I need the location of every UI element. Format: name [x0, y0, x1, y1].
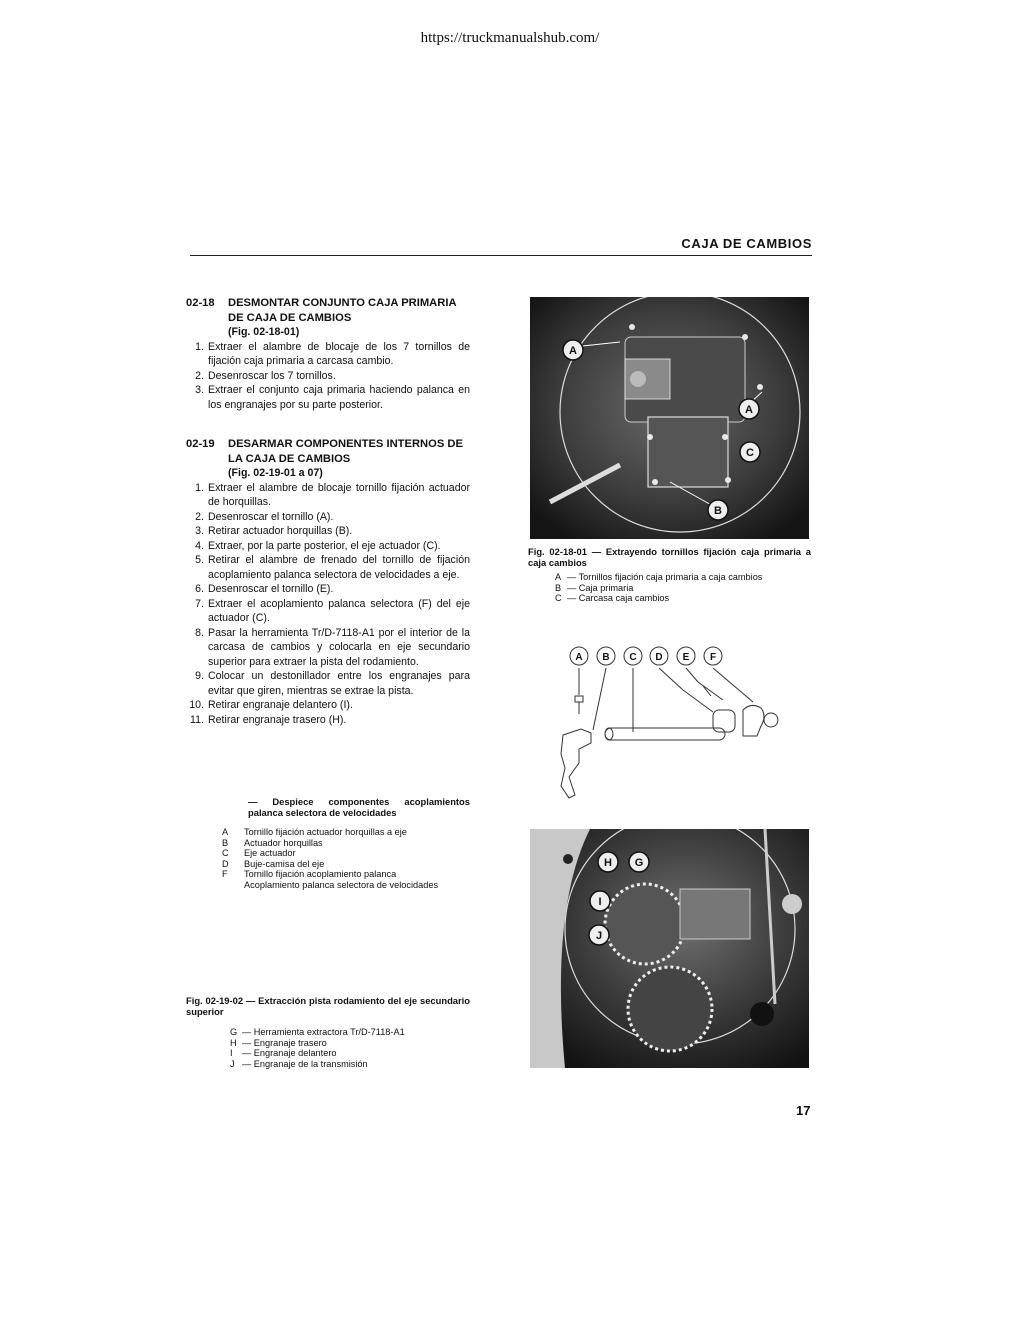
label-E: E — [682, 652, 690, 663]
legend-row — [222, 880, 472, 891]
source-url[interactable]: https://truckmanualshub.com/ — [420, 30, 600, 46]
step-number: 3. — [195, 525, 204, 537]
legend-value: — Engranaje trasero — [242, 1037, 327, 1048]
step-text: Desenroscar el tornillo (E). — [208, 583, 334, 595]
step-number: 8. — [195, 626, 204, 639]
section-02-19 — [186, 437, 470, 727]
step-text: Retirar engranaje delantero (I). — [208, 699, 353, 711]
label-D: D — [655, 652, 663, 663]
legend-value: — Tornillos fijación caja primaria a caja cambios — [567, 572, 763, 582]
legend-value: Acoplamiento palanca selectora de velocidades — [244, 879, 439, 890]
legend-key — [222, 880, 244, 891]
selector-lever-parts-diagram — [553, 640, 785, 800]
legend-value: Tornillo fijación actuador horquillas a eje — [244, 827, 407, 837]
step-number: 3. — [195, 384, 204, 396]
label-B: B — [714, 505, 722, 517]
legend-row — [555, 583, 811, 594]
legend-key: I — [230, 1048, 233, 1059]
label-A: A — [569, 345, 577, 357]
step-number: 6. — [195, 583, 204, 595]
list-item — [186, 510, 470, 525]
legend-row — [230, 1048, 470, 1059]
legend-row — [555, 593, 811, 604]
page-number: 17 — [796, 1103, 811, 1118]
step-text: Extraer el conjunto caja primaria haciendo palanca en los engranajes por su parte posterior. — [208, 384, 470, 411]
label-C: C — [746, 447, 754, 459]
step-text: Desenroscar los 7 tornillos. — [208, 369, 336, 382]
section-02-18 — [186, 296, 470, 412]
legend-row — [230, 1038, 470, 1049]
list-item — [186, 383, 470, 412]
step-number: 4. — [195, 539, 204, 552]
list-item — [186, 524, 470, 539]
legend-key: H — [230, 1037, 237, 1048]
exploded-diagram — [553, 640, 785, 800]
photo-fig-02-18-01 — [530, 297, 809, 539]
section-number: 02-19 — [186, 438, 215, 450]
legend-value: — Engranaje delantero — [242, 1048, 337, 1059]
step-text: Pasar la herramienta Tr/D-7118-A1 por el interior de la carcasa de cambios y colocarla en eje secundario superior para extraer la pista del rodamiento. — [208, 626, 470, 668]
photo-fig-02-19-02 — [530, 829, 809, 1068]
label-H: H — [604, 857, 612, 869]
step-number: 2. — [195, 369, 204, 382]
list-item — [186, 481, 470, 510]
figure-reference: (Fig. 02-18-01) — [228, 326, 300, 338]
step-number: 10. — [189, 699, 204, 711]
step-number: 1. — [195, 481, 204, 494]
legend-key: A — [555, 572, 562, 582]
legend-value: Eje actuador — [244, 848, 296, 859]
list-item — [186, 713, 470, 728]
label-I: I — [598, 896, 602, 908]
figure-caption: Fig. 02-19-02 — Extracción pista rodamiento del eje secundario superior — [186, 995, 470, 1017]
legend-key: D — [222, 858, 229, 869]
list-item — [186, 597, 470, 626]
page-header-title: CAJA DE CAMBIOS — [681, 236, 812, 251]
figure-legend — [555, 572, 811, 604]
legend-value: Actuador horquillas — [244, 837, 323, 848]
legend-key: J — [230, 1058, 235, 1069]
section-heading — [186, 437, 470, 466]
figure-legend — [222, 827, 472, 891]
step-text: Retirar el alambre de frenado del tornillo de fijación acoplamiento palanca selectora de velocidades a eje. — [208, 554, 470, 581]
list-item — [186, 553, 470, 582]
header-rule — [190, 255, 812, 256]
legend-value: Tornillo fijación acoplamiento palanca — [244, 869, 397, 880]
step-number: 5. — [195, 554, 204, 566]
legend-value: Buje-camisa del eje — [244, 858, 325, 869]
figure-legend — [230, 1027, 470, 1069]
step-list — [186, 481, 470, 728]
legend-key: C — [555, 593, 562, 604]
section-title: DESMONTAR CONJUNTO CAJA PRIMARIA DE CAJA DE CAMBIOS — [228, 297, 457, 324]
label-A: A — [575, 652, 583, 663]
figure-caption: Fig. 02-18-01 — Extrayendo tornillos fijación caja primaria a caja cambios — [528, 546, 811, 568]
step-text: Desenroscar el tornillo (A). — [208, 510, 334, 523]
label-A: A — [745, 404, 753, 416]
list-item — [186, 340, 470, 369]
legend-key: B — [555, 582, 562, 593]
gear-extraction-photo — [530, 829, 809, 1068]
step-text: Extraer el acoplamiento palanca selectora (F) del eje actuador (C). — [208, 597, 470, 624]
legend-row — [222, 827, 472, 838]
step-text: Extraer el alambre de blocaje de los 7 tornillos de fijación caja primaria a carcasa cambio. — [208, 340, 470, 367]
list-item — [186, 369, 470, 384]
list-item — [186, 669, 470, 698]
legend-key: A — [222, 827, 229, 837]
legend-row — [222, 869, 472, 880]
section-number: 02-18 — [186, 297, 215, 309]
legend-value: — Herramienta extractora Tr/D-7118-A1 — [242, 1027, 405, 1037]
legend-row — [555, 572, 811, 583]
list-item — [186, 539, 470, 554]
legend-row — [230, 1059, 470, 1070]
label-B: B — [602, 652, 610, 663]
legend-row — [222, 838, 472, 849]
legend-row — [230, 1027, 470, 1038]
section-title: DESARMAR COMPONENTES INTERNOS DE LA CAJA DE CAMBIOS — [228, 438, 463, 465]
label-J: J — [595, 930, 603, 942]
list-item — [186, 698, 470, 713]
step-text: Colocar un destonillador entre los engranajes para evitar que giren, mientras se extrae la pista. — [208, 670, 470, 697]
step-number: 9. — [195, 670, 204, 682]
step-number: 2. — [195, 510, 204, 523]
legend-value: — Caja primaria — [567, 582, 634, 593]
step-list — [186, 340, 470, 413]
gearbox-housing-photo — [530, 297, 809, 539]
step-number: 1. — [195, 340, 204, 353]
legend-key: F — [222, 869, 228, 880]
legend-value: — Engranaje de la transmisión — [242, 1058, 368, 1069]
step-number: 7. — [195, 597, 204, 610]
legend-key: G — [230, 1027, 238, 1037]
step-text: Retirar actuador horquillas (B). — [208, 525, 353, 537]
step-text: Extraer el alambre de blocaje tornillo fijación actuador de horquillas. — [208, 481, 470, 508]
figure-reference: (Fig. 02-19-01 a 07) — [228, 467, 323, 479]
legend-value: — Carcasa caja cambios — [567, 593, 670, 604]
label-G: G — [634, 857, 644, 869]
legend-key: C — [222, 848, 229, 859]
step-text: Retirar engranaje trasero (H). — [208, 713, 347, 726]
figure-caption: — Despiece componentes acoplamientos palanca selectora de velocidades — [248, 796, 470, 818]
list-item — [186, 582, 470, 597]
step-number: 11. — [190, 713, 204, 726]
list-item — [186, 626, 470, 670]
section-heading — [186, 296, 470, 325]
legend-row — [222, 848, 472, 859]
step-text: Extraer, por la parte posterior, el eje actuador (C). — [208, 539, 441, 552]
legend-key: B — [222, 837, 229, 848]
label-F: F — [709, 652, 717, 663]
legend-row — [222, 859, 472, 870]
label-C: C — [629, 652, 637, 663]
